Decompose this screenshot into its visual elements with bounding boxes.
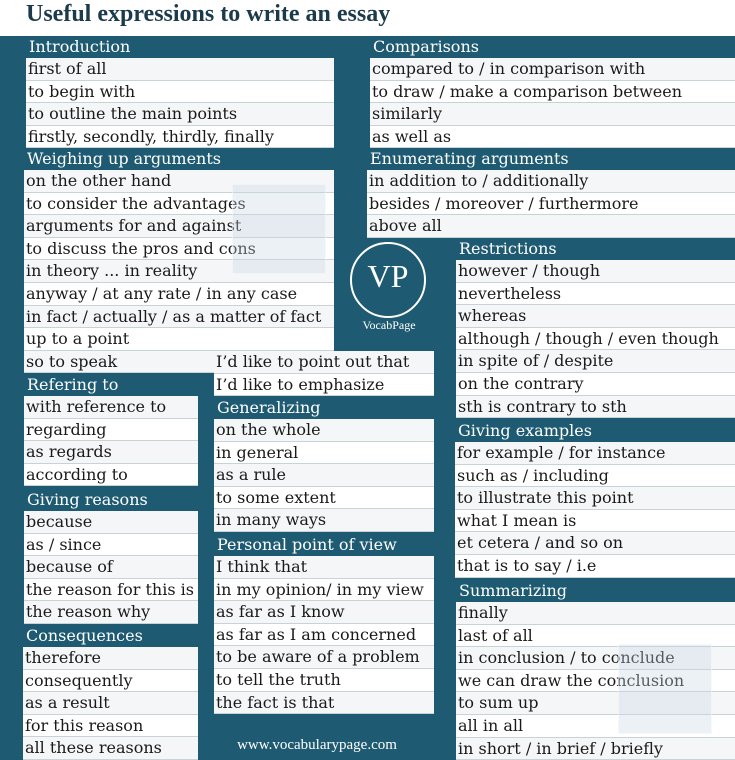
expression-item: I think that [214,556,434,579]
section-heading: Comparisons [373,37,479,56]
expression-item: however / though [456,260,735,283]
expression-item: what I mean is [455,510,735,533]
expression-item: to draw / make a comparison between [370,81,735,104]
expression-item: because of [24,556,198,579]
expression-list [367,170,735,238]
expression-item: to tell the truth [214,669,434,692]
section-giving-reasons [24,489,198,624]
section-refering-to [24,374,198,486]
expression-item: the reason for this is [24,579,198,602]
expression-item: on the contrary [456,373,735,396]
expression-list [214,556,434,714]
expression-item: last of all [456,625,735,648]
section-heading: Consequences [26,626,143,645]
expression-item: to outline the main points [26,103,334,126]
expression-item: in theory ... in reality [24,260,334,283]
section-heading: Summarizing [459,581,568,600]
expression-item: sth is contrary to sth [456,396,735,419]
expression-item: up to a point [24,328,334,351]
expression-item: in conclusion / to conclude [456,647,735,670]
expression-list [370,58,735,148]
expression-item: I’d like to emphasize [214,374,434,397]
expression-item: although / though / even though [456,328,735,351]
expression-item: on the whole [214,419,434,442]
expression-item: as far as I know [214,601,434,624]
logo-mark: VP [367,258,409,294]
expression-list [455,442,735,578]
expression-item: as a rule [214,464,434,487]
expression-item: so to speak [24,351,334,374]
expression-item: to some extent [214,487,434,510]
expression-item: in many ways [214,509,434,532]
section-heading: Giving reasons [27,490,148,509]
expression-item: all in all [456,715,735,738]
expression-item: in spite of / despite [456,350,735,373]
watermark-logo [232,184,326,274]
expression-item: to sum up [456,692,735,715]
expression-list [26,58,334,148]
expression-item: for example / for instance [455,442,735,465]
watermark-logo [618,644,712,734]
expression-item: according to [24,464,198,487]
section-heading: Emphasizing [217,330,322,349]
section-heading: Generalizing [217,398,321,417]
expression-item: to illustrate this point [455,487,735,510]
expression-item: therefore [23,647,198,670]
expression-list [24,396,198,486]
expression-item: regarding [24,419,198,442]
expression-item: the fact is that [214,692,434,715]
section-heading: Enumerating arguments [370,149,569,168]
expression-item: et cetera / and so on [455,532,735,555]
expression-item: in fact / actually / as a matter of fact [24,306,334,329]
footer-url: www.vocabularypage.com [237,737,397,753]
section-heading: Weighing up arguments [27,149,221,168]
expression-item: finally [456,602,735,625]
section-heading: Giving examples [458,421,592,440]
section-consequences [23,625,198,760]
page-title: Useful expressions to write an essay [26,1,391,27]
expression-item: to consider the advantages [24,193,334,216]
expression-item: to discuss the pros and cons [24,238,334,261]
expression-item: above all [367,215,735,238]
expression-item: with reference to [24,396,198,419]
expression-list [456,260,735,418]
expression-item: first of all [26,58,334,81]
section-restrictions [456,238,735,418]
expression-item: as well as [370,126,735,149]
expression-item: to begin with [26,81,334,104]
expression-item: I’d like to point out that [214,351,434,374]
section-giving-examples [455,420,735,578]
vocabpage-logo [350,242,426,318]
expression-item: as a result [23,692,198,715]
expression-item: because [24,511,198,534]
expression-item: to be aware of a problem [214,646,434,669]
expression-item: arguments for and against [24,215,334,238]
section-heading: Personal point of view [217,535,397,554]
section-heading: Restrictions [459,239,557,258]
expression-item: as regards [24,441,198,464]
expression-item: in general [214,442,434,465]
logo-name: VocabPage [362,318,416,332]
expression-item: as / since [24,534,198,557]
expression-item: we can draw the conclusion [456,670,735,693]
section-introduction [26,36,334,148]
expression-item: compared to / in comparison with [370,58,735,81]
expression-item: similarly [370,103,735,126]
expression-item: such as / including [455,465,735,488]
expression-item: nevertheless [456,283,735,306]
expression-item: consequently [23,670,198,693]
expression-item: as far as I am concerned [214,624,434,647]
expression-list [24,511,198,624]
section-heading: Introduction [29,37,131,56]
expression-item: anyway / at any rate / in any case [24,283,334,306]
section-emphasizing [214,329,434,396]
section-enumerating-arguments [367,148,735,238]
expression-list [23,647,198,760]
expression-list [214,351,434,396]
expression-item: on the other hand [24,170,334,193]
expression-item: in short / in brief / briefly [456,738,735,760]
section-generalizing [214,397,434,532]
expression-item: the reason why [24,601,198,624]
expression-item: that is to say / i.e [455,555,735,578]
expression-item: for this reason [23,715,198,738]
section-personal-point-of-view [214,534,434,714]
expression-item: in my opinion/ in my view [214,579,434,602]
expression-item: all these reasons [23,737,198,760]
expression-item: besides / moreover / furthermore [367,193,735,216]
expression-item: in addition to / additionally [367,170,735,193]
section-comparisons [370,36,735,148]
section-heading: Refering to [27,375,119,394]
expression-item: firstly, secondly, thirdly, finally [26,126,334,149]
expression-list [214,419,434,532]
expression-item: whereas [456,305,735,328]
